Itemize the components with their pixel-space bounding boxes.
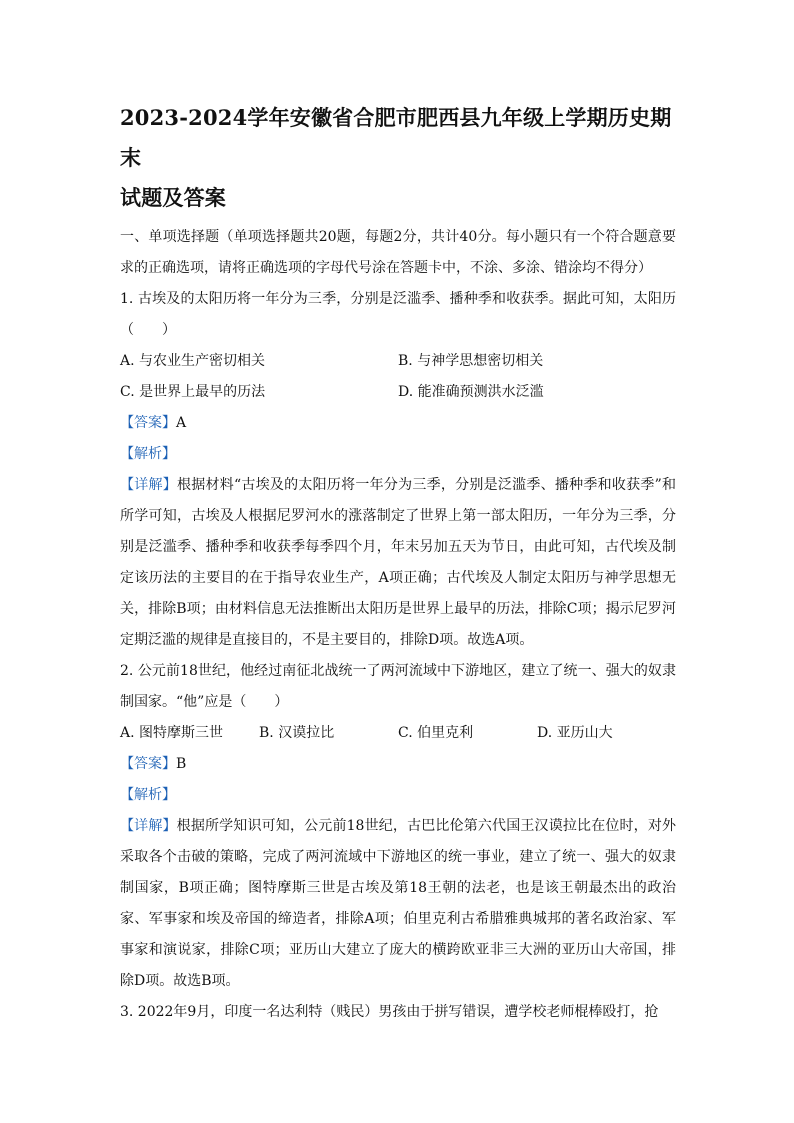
question-1-stem: 1. 古埃及的太阳历将一年分为三季，分别是泛滥季、播种季和收获季。据此可知，太阳历（ ） xyxy=(120,291,676,338)
question-3-stem: 3. 2022年9月，印度一名达利特（贱民）男孩由于拼写错误，遭学校老师棍棒殴打，抢 xyxy=(120,1004,659,1020)
question-2-option-d: D. 亚历山大 xyxy=(537,725,613,741)
title-line-2: 试题及答案 xyxy=(120,185,226,210)
question-1-option-b: B. 与神学思想密切相关 xyxy=(398,353,544,369)
question-1-detail xyxy=(120,470,676,656)
answer-tag: 【答案】 xyxy=(120,756,176,772)
answer-tag: 【答案】 xyxy=(120,415,176,431)
question-2-detail xyxy=(120,811,676,997)
detail-text: 根据所学知识可知，公元前18世纪，古巴比伦第六代国王汉谟拉比在位时，对外采取各个击破的策略，完成了两河流域中下游地区的统一事业，建立了统一、强大的奴隶制国家，B项正确；图特摩斯三世是古埃及第18王朝的法老，也是该王朝最杰出的政治家、军事家和埃及帝国的缔造者，排除A项；伯里克利古希腊雅典城邦的著名政治家、军事家和演说家，排除C项；亚历山大建立了庞大的横跨欧亚非三大洲的亚历山大帝国，排除D项。故选B项。 xyxy=(120,818,677,989)
answer-value: A xyxy=(176,415,187,431)
question-1-option-a: A. 与农业生产密切相关 xyxy=(120,353,266,369)
title-line-1: 2023-2024学年安徽省合肥市肥西县九年级上学期历史期末 xyxy=(120,105,672,170)
detail-text: 根据材料“古埃及的太阳历将一年分为三季，分别是泛滥季、播种季和收获季”和所学可知，古埃及人根据尼罗河水的涨落制定了世界上第一部太阳历，一年分为三季，分别是泛滥季、播种季和收获季每季四个月，年末另加五天为节日，由此可知，古代埃及制定该历法的主要目的在于指导农业生产，A项正确；古代埃及人制定太阳历与神学思想无关，排除B项；由材料信息无法推断出太阳历是世界上最早的历法，排除C项；揭示尼罗河定期泛滥的规律是直接目的，不是主要目的，排除D项。故选A项。 xyxy=(120,477,677,648)
question-1-option-c: C. 是世界上最早的历法 xyxy=(120,384,266,400)
question-2-analysis xyxy=(120,780,676,811)
detail-tag: 【详解】 xyxy=(120,477,177,493)
answer-value: B xyxy=(176,756,187,772)
analysis-tag: 【解析】 xyxy=(120,446,176,462)
question-2-answer xyxy=(120,749,676,780)
document-title xyxy=(120,98,676,218)
question-2-option-c: C. 伯里克利 xyxy=(398,725,474,741)
question-2-stem: 2. 公元前18世纪，他经过南征北战统一了两河流域中下游地区，建立了统一、强大的奴隶制国家。“他”应是（ ） xyxy=(120,663,676,710)
document-page xyxy=(120,98,676,1028)
detail-tag: 【详解】 xyxy=(120,818,177,834)
question-2-option-a: A. 图特摩斯三世 xyxy=(120,725,224,741)
question-1-options-row-1 xyxy=(120,346,676,377)
question-1-answer xyxy=(120,408,676,439)
question-2-options-row xyxy=(120,718,676,749)
question-1-options-row-2 xyxy=(120,377,676,408)
section-header: 一、单项选择题（单项选择题共20题，每题2分，共计40分。每小题只有一个符合题意要求的正确选项，请将正确选项的字母代号涂在答题卡中，不涂、多涂、错涂均不得分） xyxy=(120,229,676,276)
analysis-tag: 【解析】 xyxy=(120,787,176,803)
question-1-analysis xyxy=(120,439,676,470)
question-1-option-d: D. 能准确预测洪水泛滥 xyxy=(398,384,544,400)
question-2-option-b: B. 汉谟拉比 xyxy=(259,725,335,741)
